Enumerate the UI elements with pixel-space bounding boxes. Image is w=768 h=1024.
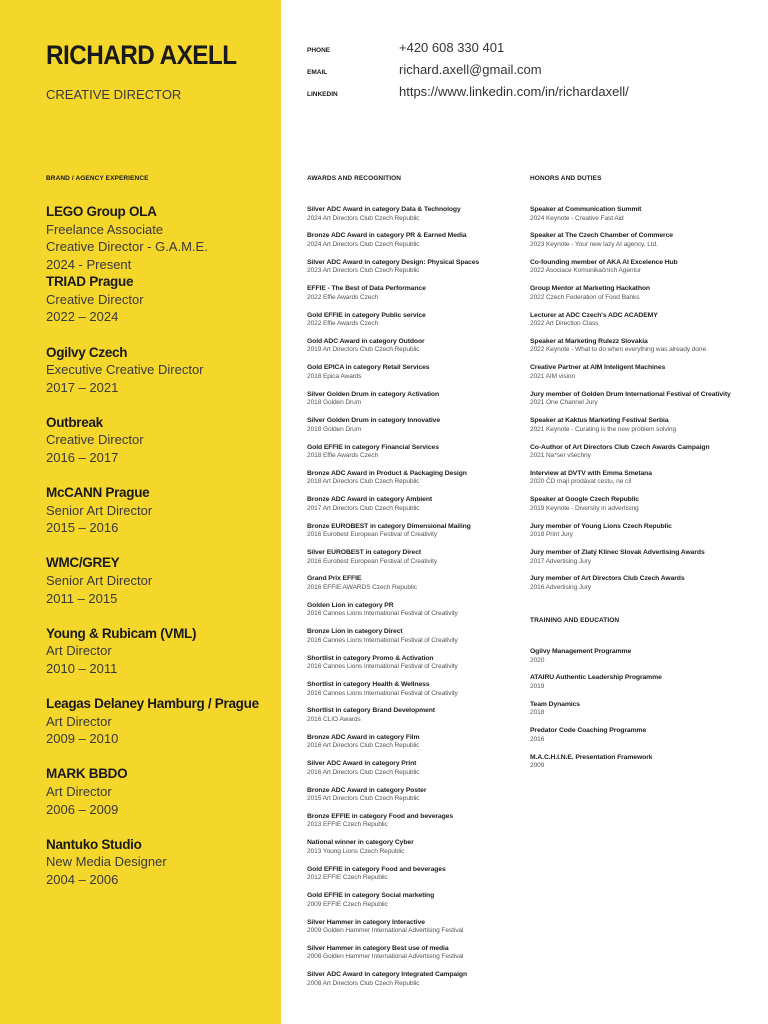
award-title: Silver Hammer in category Interactive [307,918,425,926]
honor-entry [530,391,755,417]
award-subtitle: 2016 CLIO Awards [307,715,361,723]
training-subtitle: 2020 [530,656,545,664]
job-detail: Art Director [46,783,112,799]
award-title: Gold ADC Award in category Outdoor [307,337,425,345]
awards-heading: AWARDS AND RECOGNITION [307,175,402,182]
honor-title: Jury member of Young Lions Czech Republic [530,522,672,530]
job-entry [46,554,276,624]
sidebar [0,0,281,1024]
job-detail: Senior Art Director [46,502,153,518]
honor-title: Co-founding member of AKA AI Excelence Hub [530,258,678,266]
award-entry [307,417,517,443]
award-title: National winner in category Cyber [307,839,414,847]
award-title: Bronze ADC Award in category Ambient [307,496,433,504]
award-entry [307,523,517,549]
job-company: Young & Rubicam (VML) [46,625,197,641]
job-detail: Freelance Associate [46,221,164,237]
award-subtitle: 2016 Art Directors Club Czech Republic [307,768,420,776]
award-title: Golden Lion in category PR [307,601,394,609]
job-company: Leagas Delaney Hamburg / Prague [46,696,259,712]
honor-entry [530,364,755,390]
award-subtitle: 2016 Cannes Lions International Festival of Creativity [307,689,458,697]
job-entry [46,203,276,273]
awards-column [307,175,517,998]
job-detail: 2010 – 2011 [46,660,118,676]
award-entry [307,444,517,470]
award-subtitle: 2024 Art Directors Club Czech Republic [307,240,420,248]
award-subtitle: 2022 Effie Awards Czech [307,320,379,328]
honor-title: Lecturer at ADC Czech's ADC ACADEMY [530,311,658,319]
award-entry [307,681,517,707]
award-title: Bronze Lion in category Direct [307,628,403,636]
award-subtitle: 2019 Art Directors Club Czech Republic [307,346,420,354]
job-detail: Creative Director [46,291,144,307]
honor-subtitle: 2022 Art Direction Class [530,320,599,328]
phone-value: +420 608 330 401 [399,40,505,55]
job-detail: 2004 – 2006 [46,871,119,887]
award-subtitle: 2016 EFFIE AWARDS Czech Republic [307,583,417,591]
honor-subtitle: 2024 Keynote - Creative Fast Aid [530,214,624,222]
honor-subtitle: 2018 Print Jury [530,531,573,539]
award-entry [307,232,517,258]
honor-entry [530,232,755,258]
award-entry [307,734,517,760]
honor-subtitle: 2021 Na*ser všechny [530,452,591,460]
job-company: Ogilvy Czech [46,344,128,360]
honor-entry [530,338,755,364]
experience-heading: BRAND / AGENCY EXPERIENCE [46,175,149,182]
award-entry [307,919,517,945]
award-subtitle: 2016 Cannes Lions International Festival of Creativity [307,610,458,618]
honor-title: Speaker at Kaktus Marketing Festival Serbia [530,417,669,425]
award-entry [307,813,517,839]
award-entry [307,707,517,733]
award-title: Bronze ADC Award in category PR & Earned Media [307,232,467,240]
award-title: Bronze ADC Award in category Poster [307,786,427,794]
award-subtitle: 2008 Golden Hammer International Advertising Festival [307,953,464,961]
award-subtitle: 2018 Golden Drum [307,425,362,433]
award-entry [307,760,517,786]
job-company: Nantuko Studio [46,836,142,852]
award-subtitle: 2016 Cannes Lions International Festival of Creativity [307,663,458,671]
honor-entry [530,259,755,285]
award-entry [307,470,517,496]
job-detail: 2024 - Present [46,256,132,272]
award-entry [307,259,517,285]
award-entry [307,839,517,865]
honors-list [530,206,755,602]
award-entry [307,206,517,232]
award-title: Silver EUROBEST in category Direct [307,549,422,557]
job-entry [46,695,276,765]
training-entry [530,674,755,700]
award-entry [307,575,517,601]
honor-subtitle: 2023 Keynote - Your new lazy AI agency, Ltd. [530,240,658,248]
job-company: McCANN Prague [46,485,150,501]
award-subtitle: 2008 Art Directors Club Czech Republic [307,979,420,987]
linkedin-link[interactable]: https://www.linkedin.com/in/richardaxell/ [399,84,629,99]
job-company: MARK BBDO [46,766,128,782]
job-detail: Creative Director - G.A.M.E. [46,239,208,255]
award-entry [307,602,517,628]
award-title: Silver ADC Award in category Integrated Campaign [307,971,468,979]
honor-subtitle: 2021 One Channel Jury [530,399,598,407]
honor-entry [530,523,755,549]
honor-title: Jury member of Zlatý Klinec Slovak Advertising Awards [530,549,705,557]
award-subtitle: 2023 Art Directors Club Czech Republic [307,267,420,275]
training-entry [530,648,755,674]
job-detail: 2022 – 2024 [46,309,119,325]
honor-entry [530,470,755,496]
training-column [530,617,755,780]
honor-subtitle: 2017 Advertising Jury [530,557,591,565]
job-entry [46,344,276,414]
award-entry [307,787,517,813]
honor-title: Co-Author of Art Directors Club Czech Awards Campaign [530,443,710,451]
award-entry [307,628,517,654]
training-title: Ogilvy Management Programme [530,648,632,655]
award-subtitle: 2018 Epica Awards [307,372,362,380]
job-detail: 2015 – 2016 [46,520,119,536]
training-entry [530,701,755,727]
award-entry [307,971,517,997]
job-entry [46,273,276,343]
job-detail: Art Director [46,713,112,729]
award-subtitle: 2015 Art Directors Club Czech Republic [307,795,420,803]
award-entry [307,285,517,311]
award-subtitle: 2018 Golden Drum [307,399,362,407]
award-subtitle: 2016 Eurobest European Festival of Creativity [307,557,438,565]
job-detail: 2006 – 2009 [46,801,119,817]
award-entry [307,892,517,918]
honor-entry [530,496,755,522]
honor-title: Interview at DVTV with Emma Smetana [530,469,652,477]
award-title: Gold EFFIE in category Financial Services [307,443,439,451]
candidate-name: RICHARD AXELL [46,40,237,70]
honor-title: Speaker at Communication Summit [530,206,642,213]
award-title: Silver ADC Award in category Design: Physical Spaces [307,258,480,266]
award-title: Bronze EUROBEST in category Dimensional Mailing [307,522,471,530]
award-title: Silver Golden Drum in category Innovative [307,417,441,425]
training-title: Team Dynamics [530,700,580,708]
honor-subtitle: 2022 Asociace Komunikačních Agentur [530,267,641,275]
honor-subtitle: 2016 Advertising Jury [530,583,591,591]
job-detail: Creative Director [46,432,144,448]
award-title: Shortlist in category Health & Wellness [307,681,430,689]
award-entry [307,391,517,417]
job-detail: 2016 – 2017 [46,450,119,466]
honor-title: Speaker at Marketing Rulezz Slovakia [530,337,648,345]
contact-label: EMAIL [307,69,328,76]
job-company: WMC/GREY [46,555,120,571]
experience-list [46,203,276,906]
contact-label: LINKEDIN [307,91,338,98]
award-entry [307,312,517,338]
training-subtitle: 2009 [530,762,545,770]
job-detail: Executive Creative Director [46,362,204,378]
training-list [530,648,755,780]
training-title: ATAIRU Authentic Leadership Programme [530,674,662,682]
award-subtitle: 2016 Eurobest European Festival of Creativity [307,531,438,539]
honors-heading: HONORS AND DUTIES [530,175,602,182]
honor-entry [530,312,755,338]
honor-subtitle: 2020 ČD mají prodávat cestu, ne cíl [530,478,632,486]
award-entry [307,866,517,892]
award-title: Bronze ADC Award in Product & Packaging Design [307,469,467,477]
honor-entry [530,206,755,232]
training-entry [530,727,755,753]
honor-subtitle: 2019 Keynote - Diversity in advertising [530,504,639,512]
honor-entry [530,285,755,311]
honors-column [530,175,755,602]
award-title: Bronze ADC Award in category Film [307,733,420,741]
award-title: Bronze EFFIE in category Food and beverages [307,812,454,820]
award-entry [307,496,517,522]
training-title: Predator Code Coaching Programme [530,727,647,735]
training-entry [530,754,755,780]
award-title: Gold EFFIE in category Food and beverages [307,865,446,873]
candidate-title: CREATIVE DIRECTOR [46,87,182,102]
job-entry [46,414,276,484]
awards-list [307,206,517,998]
award-entry [307,338,517,364]
award-subtitle: 2009 Golden Hammer International Advertising Festival [307,927,464,935]
award-subtitle: 2018 Effie Awards Czech [307,452,379,460]
award-title: Silver Hammer in category Best use of media [307,944,449,952]
award-subtitle: 2009 EFFIE Czech Republic [307,900,388,908]
award-subtitle: 2018 Art Directors Club Czech Republic [307,478,420,486]
honor-title: Speaker at The Czech Chamber of Commerce [530,232,673,240]
training-subtitle: 2018 [530,709,545,717]
honor-title: Creative Partner at AIM Inteligent Machines [530,364,666,372]
award-title: Gold EPICA in category Retail Services [307,364,430,372]
award-title: Gold EFFIE in category Public service [307,311,426,319]
honor-title: Group Mentor at Marketing Hackathon [530,285,650,293]
award-entry [307,364,517,390]
award-title: Silver Golden Drum in category Activation [307,390,439,398]
award-title: Shortlist in category Brand Development [307,707,435,715]
honor-entry [530,549,755,575]
training-subtitle: 2019 [530,682,545,690]
award-subtitle: 2013 EFFIE Czech Republic [307,821,388,829]
job-company: TRIAD Prague [46,274,134,290]
job-entry [46,765,276,835]
job-detail: 2011 – 2015 [46,590,118,606]
award-title: EFFIE - The Best of Data Performance [307,285,426,293]
honor-subtitle: 2022 Keynote - What to do when everything was already done [530,346,707,354]
job-company: LEGO Group OLA [46,204,157,219]
award-title: Grand Prix EFFIE [307,575,362,583]
honor-entry [530,444,755,470]
job-detail: Senior Art Director [46,573,153,589]
award-title: Shortlist in category Promo & Activation [307,654,434,662]
award-entry [307,945,517,971]
honor-title: Speaker at Google Czech Republic [530,496,639,504]
job-detail: 2017 – 2021 [46,379,119,395]
award-subtitle: 2012 EFFIE Czech Republic [307,874,388,882]
honor-title: Jury member of Art Directors Club Czech Awards [530,575,685,583]
award-title: Silver ADC Award in category Print [307,760,417,768]
job-entry [46,484,276,554]
job-detail: Art Director [46,643,112,659]
job-detail: 2009 – 2010 [46,731,119,747]
job-entry [46,625,276,695]
job-entry [46,836,276,906]
contact-label: PHONE [307,47,331,54]
award-entry [307,655,517,681]
honor-entry [530,417,755,443]
award-subtitle: 2013 Young Lions Czech Republic [307,847,405,855]
award-title: Silver ADC Award in category Data & Technology [307,206,461,213]
job-detail: New Media Designer [46,854,167,870]
training-subtitle: 2016 [530,735,545,743]
award-entry [307,549,517,575]
honor-subtitle: 2021 Keynote - Curating is the new problem solving [530,425,677,433]
award-subtitle: 2017 Art Directors Club Czech Republic [307,504,420,512]
training-title: M.A.C.H.I.N.E. Presentation Framework [530,753,653,761]
email-link[interactable]: richard.axell@gmail.com [399,62,542,77]
award-title: Gold EFFIE in category Social marketing [307,892,435,900]
award-subtitle: 2016 Cannes Lions International Festival of Creativity [307,636,458,644]
honor-title: Jury member of Golden Drum International Festival of Creativity [530,390,731,398]
training-heading: TRAINING AND EDUCATION [530,617,620,624]
honor-subtitle: 2022 Czech Federation of Food Banks [530,293,640,301]
honor-subtitle: 2021 AIM vision [530,372,576,380]
job-company: Outbreak [46,414,103,430]
award-subtitle: 2016 Art Directors Club Czech Republic [307,742,420,750]
honor-entry [530,575,755,601]
award-subtitle: 2024 Art Directors Club Czech Republic [307,214,420,222]
award-subtitle: 2022 Effie Awards Czech [307,293,379,301]
